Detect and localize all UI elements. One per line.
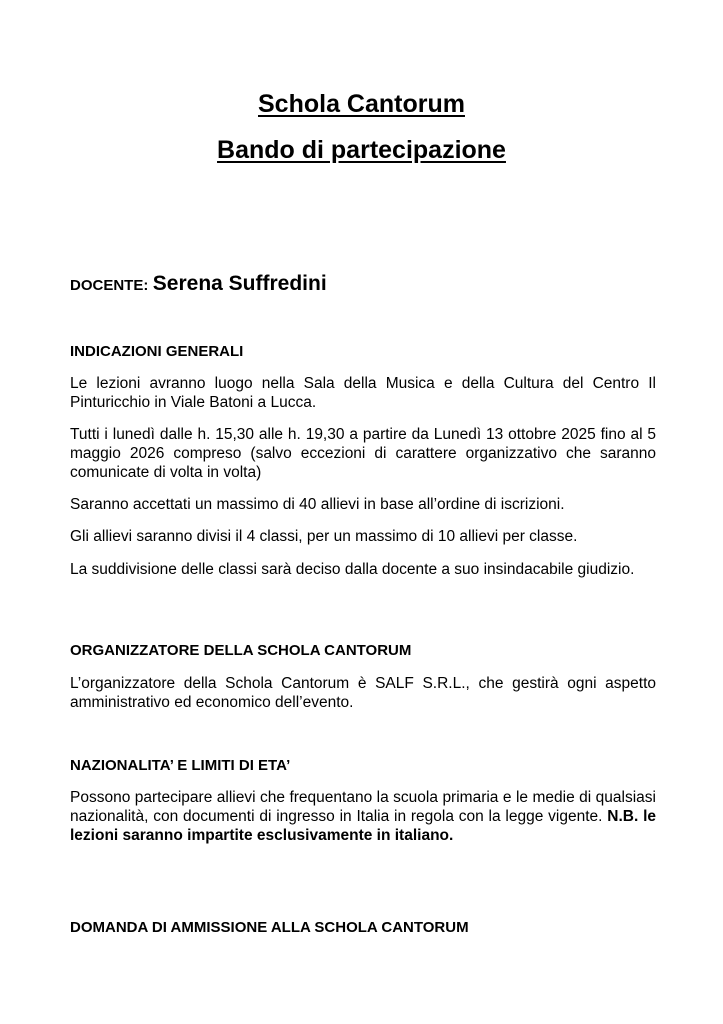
general-paragraph-5: La suddivisione delle classi sarà deciso dalla docente a suo insindacabile giudizio. <box>70 561 635 578</box>
section-organizer-heading: ORGANIZZATORE DELLA SCHOLA CANTORUM <box>70 642 412 659</box>
general-paragraph-1-wrap <box>70 374 656 412</box>
general-paragraph-4-wrap <box>70 527 656 546</box>
nationality-paragraph-1 <box>70 788 656 845</box>
nationality-paragraph-1-wrap <box>70 788 656 845</box>
general-paragraph-3-wrap <box>70 495 656 514</box>
general-paragraph-1: Le lezioni avranno luogo nella Sala della Musica e della Cultura del Centro Il Pinturicchio in Viale Batoni a Lucca. <box>70 375 656 411</box>
section-organizer-heading-wrap <box>70 641 656 661</box>
general-paragraph-5-wrap <box>70 560 656 579</box>
general-paragraph-4: Gli allievi saranno divisi il 4 classi, per un massimo di 10 allievi per classe. <box>70 528 578 545</box>
teacher-label: DOCENTE: <box>70 277 149 294</box>
general-paragraph-2: Tutti i lunedì dalle h. 15,30 alle h. 19,30 a partire da Lunedì 13 ottobre 2025 fino al 5 maggio 2026 compreso (salvo eccezioni di carattere organizzativo che saranno comunicate di volta in volta) <box>70 426 656 481</box>
section-admission-heading: DOMANDA DI AMMISSIONE ALLA SCHOLA CANTORUM <box>70 919 469 936</box>
nationality-paragraph-text: Possono partecipare allievi che frequentano la scuola primaria e le medie di qualsiasi nazionalità, con documenti di ingresso in Italia in regola con la legge vigente. <box>70 789 656 825</box>
teacher-name: Serena Suffredini <box>152 272 327 295</box>
general-paragraph-3: Saranno accettati un massimo di 40 allievi in base all’ordine di iscrizioni. <box>70 496 565 513</box>
document-subtitle: Bando di partecipazione <box>217 136 506 164</box>
general-paragraph-2-wrap <box>70 425 656 482</box>
section-nationality-heading: NAZIONALITA’ E LIMITI DI ETA’ <box>70 757 291 774</box>
organizer-paragraph-1-wrap <box>70 674 656 712</box>
section-general-heading-wrap <box>70 342 656 362</box>
section-general-heading: INDICAZIONI GENERALI <box>70 343 244 360</box>
teacher-line <box>70 272 656 296</box>
nationality-note-bold: N.B. le lezioni saranno impartite esclusivamente in italiano. <box>70 808 656 844</box>
document-title: Schola Cantorum <box>258 90 465 118</box>
section-nationality-heading-wrap <box>70 756 656 776</box>
organizer-paragraph-1: L’organizzatore della Schola Cantorum è SALF S.R.L., che gestirà ogni aspetto amministrativo ed economico dell’evento. <box>70 675 656 711</box>
section-admission-heading-wrap <box>70 918 656 938</box>
